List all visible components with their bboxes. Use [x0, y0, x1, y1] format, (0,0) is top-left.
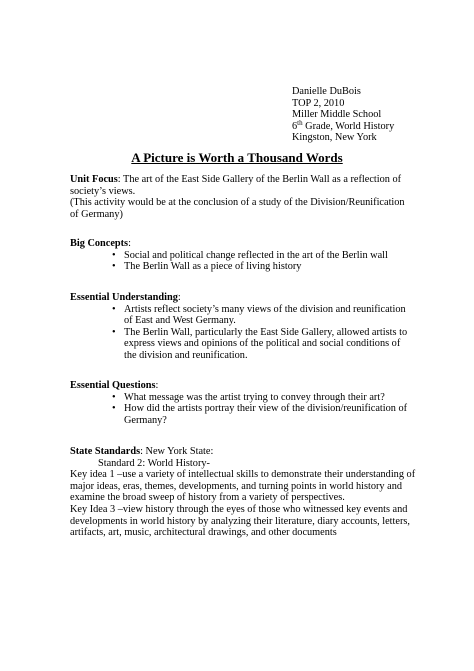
bullet-icon: •	[112, 326, 116, 338]
list-item: • How did the artists portray their view of the division/reunification of Germany?	[112, 403, 408, 426]
grade-course-text: Grade, World History	[302, 120, 395, 132]
state-standards-section	[70, 446, 420, 539]
author-name: Danielle DuBois	[292, 86, 361, 97]
unit-focus-note: (This activity would be at the conclusion of a study of the Division/Reunification of Germany)	[70, 197, 405, 220]
essential-understanding-heading: Essential Understanding:	[70, 292, 181, 303]
list-item: • What message was the artist trying to convey through their art?	[112, 391, 385, 403]
list-item: • Social and political change reflected in the art of the Berlin wall	[112, 249, 388, 261]
author-header	[292, 86, 462, 144]
list-item: • The Berlin Wall, particularly the East Side Gallery, allowed artists to express views and opinions of the political and social conditions of the division and reunification.	[112, 326, 408, 361]
standard-2: Standard 2: World History-	[98, 457, 210, 469]
unit-focus-line	[70, 174, 415, 197]
essential-questions-label: Essential Questions	[70, 380, 156, 391]
bullet-icon: •	[112, 249, 116, 261]
essential-questions-heading: Essential Questions:	[70, 380, 159, 391]
list-item: • Artists reflect society’s many views of the division and reunification of East and West Germany.	[112, 303, 406, 327]
key-idea-3: Key Idea 3 –view history through the eyes of those who witnessed key events and developments in world history by analyzing their literature, diary accounts, letters, artifacts, art, music, architectural drawings, and other documents	[70, 503, 410, 539]
bullet-icon: •	[112, 403, 116, 415]
program-name: TOP 2, 2010	[292, 97, 345, 109]
location: Kingston, New York	[292, 132, 377, 144]
big-concepts-heading: Big Concepts:	[70, 238, 131, 249]
grade-suffix: th	[297, 118, 303, 127]
unit-focus-section	[70, 174, 415, 220]
essential-understanding-label: Essential Understanding	[70, 292, 178, 303]
big-concepts-section	[70, 238, 415, 273]
page-title: A Picture is Worth a Thousand Words	[131, 150, 343, 165]
school-name: Miller Middle School	[292, 109, 382, 121]
grade-course	[292, 118, 462, 133]
state-standards-text: : New York State:	[140, 446, 214, 457]
essential-understanding-section	[70, 292, 415, 362]
unit-focus-text: : The art of the East Side Gallery of the Berlin Wall as a reflection of society’s views.	[70, 174, 402, 197]
essential-understanding-list	[70, 304, 415, 362]
unit-focus-label: Unit Focus	[70, 174, 118, 185]
bullet-icon: •	[112, 303, 116, 315]
key-idea-1: Key idea 1 –use a variety of intellectual skills to demonstrate their understanding of major ideas, eras, themes, developments, and turning points in world history and examine the broad sweep of history from a variety of perspectives.	[70, 469, 416, 504]
big-concepts-list	[70, 250, 415, 273]
essential-questions-list	[70, 392, 415, 427]
state-standards-line	[70, 446, 420, 458]
state-standards-label: State Standards	[70, 446, 141, 457]
bullet-icon: •	[112, 391, 116, 403]
bullet-icon: •	[112, 261, 116, 273]
essential-questions-section	[70, 380, 415, 426]
big-concepts-label: Big Concepts	[70, 238, 129, 249]
list-item: • The Berlin Wall as a piece of living history	[112, 261, 302, 273]
grade-number: 6	[292, 120, 298, 132]
